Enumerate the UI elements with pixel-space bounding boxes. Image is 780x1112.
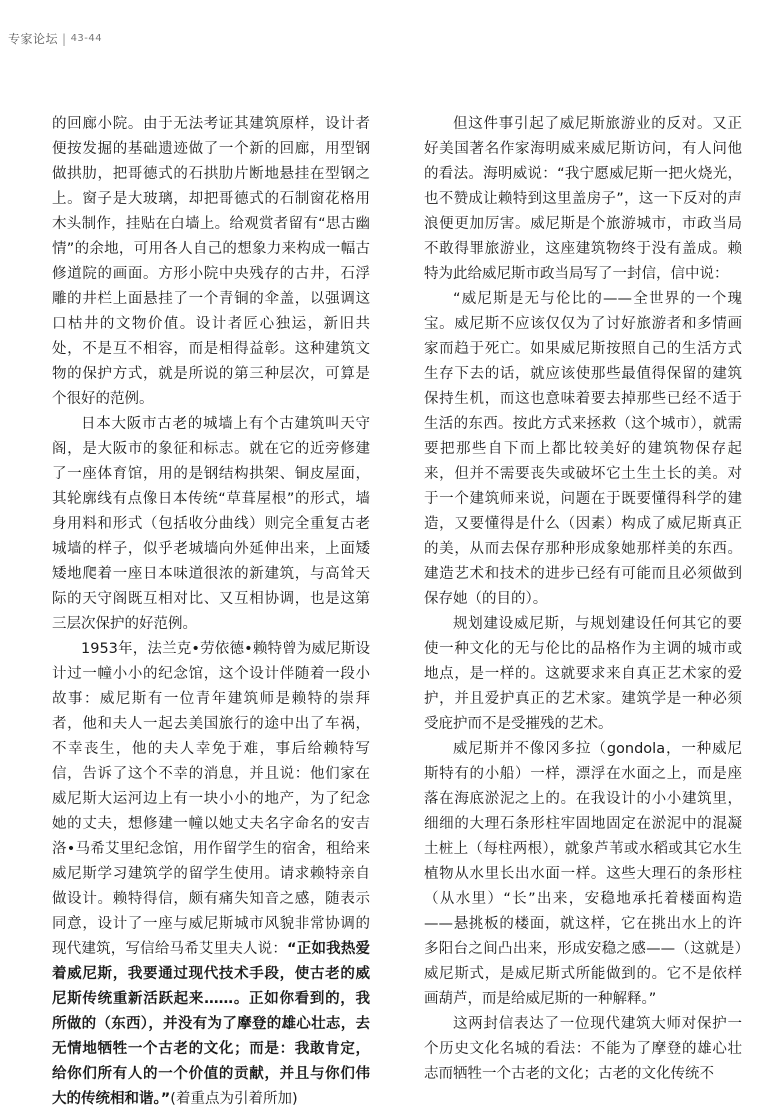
emphasis-note: (着重点为引着所加): [170, 1091, 298, 1107]
article-body: [52, 112, 742, 1107]
quote-paragraph: “威尼斯是无与伦比的——全世界的一个瑰宝。威尼斯不应该仅仅为了讨好旅游者和多情画家而趋于死亡。如果威尼斯按照自己的生活方式生存下去的话，就应该使那些最值得保留的建筑保持生机，而这也意味着要去掉那些已经不适于生活的东西。按此方式来拯救（这个城市），就需要把那些自下而上都比较美好的建筑物保存起来，但并不需要丧失或破坏它土生土长的美。对于一个建筑师来说，问题在于既要懂得科学的建造，又要懂得是什么（因素）构成了威尼斯真正的美，从而去保存那种形成象她那样美的东西。建造艺术和技术的进步已经有可能而且必须做到保存她（的目的）。: [424, 291, 742, 607]
paragraph: 的回廊小院。由于无法考证其建筑原样，设计者便按发掘的基础遗迹做了一个新的回廊，用型钢做拱肋，把哥德式的石拱肋片断地悬挂在型钢之上。窗子是大玻璃，却把哥德式的石制窗花格用木头制作，挂贴在白墙上。给观赏者留有“思古幽情”的余地，可用各人自己的想象力来构成一幅古修道院的画面。方形小院中央残存的古井，石浮雕的井栏上面悬挂了一个青铜的伞盖，以强调这口枯井的文物价值。设计者匠心独运，新旧共处，不是互不相容，而是相得益彰。这种建筑文物的保护方式，就是所说的第三种层次，可算是个很好的范例。: [52, 116, 370, 407]
section-title: 专家论坛: [8, 32, 59, 46]
left-column: [52, 112, 371, 1107]
emphasized-quote: “正如我热爱着威尼斯，我要通过现代技术手段，使古老的威尼斯传统重新活跃起来……。正如你看到的，我所做的（东西），并没有为了摩登的雄心壮志，去无情地牺牲一个古老的文化；而是：我敢肯定，给你们所有人的一个价值的贡献，并且与你们伟大的传统相和谐。”: [52, 941, 371, 1107]
quote-paragraph: 威尼斯并不像冈多拉（gondola，一种威尼斯特有的小船）一样，漂浮在水面之上，而是座落在海底淤泥之上的。在我设计的小小建筑里，细细的大理石条形柱牢固地固定在淤泥中的混凝土桩上（每柱两根），就象芦苇或水稻或其它水生植物从水里长出水面一样。这些大理石的条形柱（从水里）“长”出来，安稳地承托着楼面构造——悬挑板的楼面，就这样，它在挑出水上的许多阳台之间凸出来，形成安稳之感——（这就是）威尼斯式，是威尼斯式所能做到的。它不是依样画葫芦，而是给威尼斯的一种解释。”: [424, 741, 742, 1007]
page-header: [8, 30, 102, 47]
page-range: 43-44: [70, 33, 103, 44]
paragraph-text: 1953年，法兰克•劳依德•赖特曾为威尼斯设计过一幢小小的纪念馆，这个设计伴随着一段小故事：威尼斯有一位青年建筑师是赖特的崇拜者，他和夫人一起去美国旅行的途中出了车祸，不幸丧生，他的夫人幸免于难，事后给赖特写信，告诉了这个不幸的消息，并且说：他们家在威尼斯大运河边上有一块小小的地产，为了纪念她的丈夫，想修建一幢以她丈夫名字命名的安吉洛•马希艾里纪念馆，用作留学生的宿舍，租给来威尼斯学习建筑学的留学生使用。请求赖特亲自做设计。赖特得信，颇有痛失知音之感，随表示同意，设计了一座与威尼斯城市风貌非常协调的现代建筑，写信给马希艾里夫人说：: [52, 641, 370, 957]
paragraph: 但这件事引起了威尼斯旅游业的反对。又正好美国著名作家海明威来威尼斯访问，有人问他的看法。海明威说：“我宁愿威尼斯一把火烧光，也不赞成让赖特到这里盖房子”，这一下反对的声浪便更加厉害。威尼斯是个旅游城市，市政当局不敢得罪旅游业，这座建筑物终于没有盖成。赖特为此给威尼斯市政当局写了一封信，信中说：: [424, 116, 742, 282]
paragraph: 这两封信表达了一位现代建筑大师对保护一个历史文化名城的看法：不能为了摩登的雄心壮志而牺牲一个古老的文化；古老的文化传统不: [424, 1016, 742, 1082]
right-column: [424, 112, 742, 1092]
quote-paragraph: 规划建设威尼斯，与规划建设任何其它的要使一种文化的无与伦比的品格作为主调的城市或地点，是一样的。这就要求来自真正艺术家的爱护，并且爱护真正的艺术家。建筑学是一种必须受庇护而不是受摧残的艺术。: [424, 616, 742, 732]
header-separator: |: [62, 31, 67, 46]
paragraph: [52, 637, 370, 1112]
paragraph: 日本大阪市古老的城墙上有个古建筑叫天守阁，是大阪市的象征和标志。就在它的近旁修建了一座体育馆，用的是钢结构拱架、铜皮屋面，其轮廓线有点像日本传统“草葺屋根”的形式，墙身用料和形式（包括收分曲线）则完全重复古老城墙的样子，似乎老城墙向外延伸出来，上面矮矮地爬着一座日本味道很浓的新建筑，与高耸天际的天守阁既互相对比、又互相协调，也是这第三层次保护的好范例。: [52, 416, 370, 632]
